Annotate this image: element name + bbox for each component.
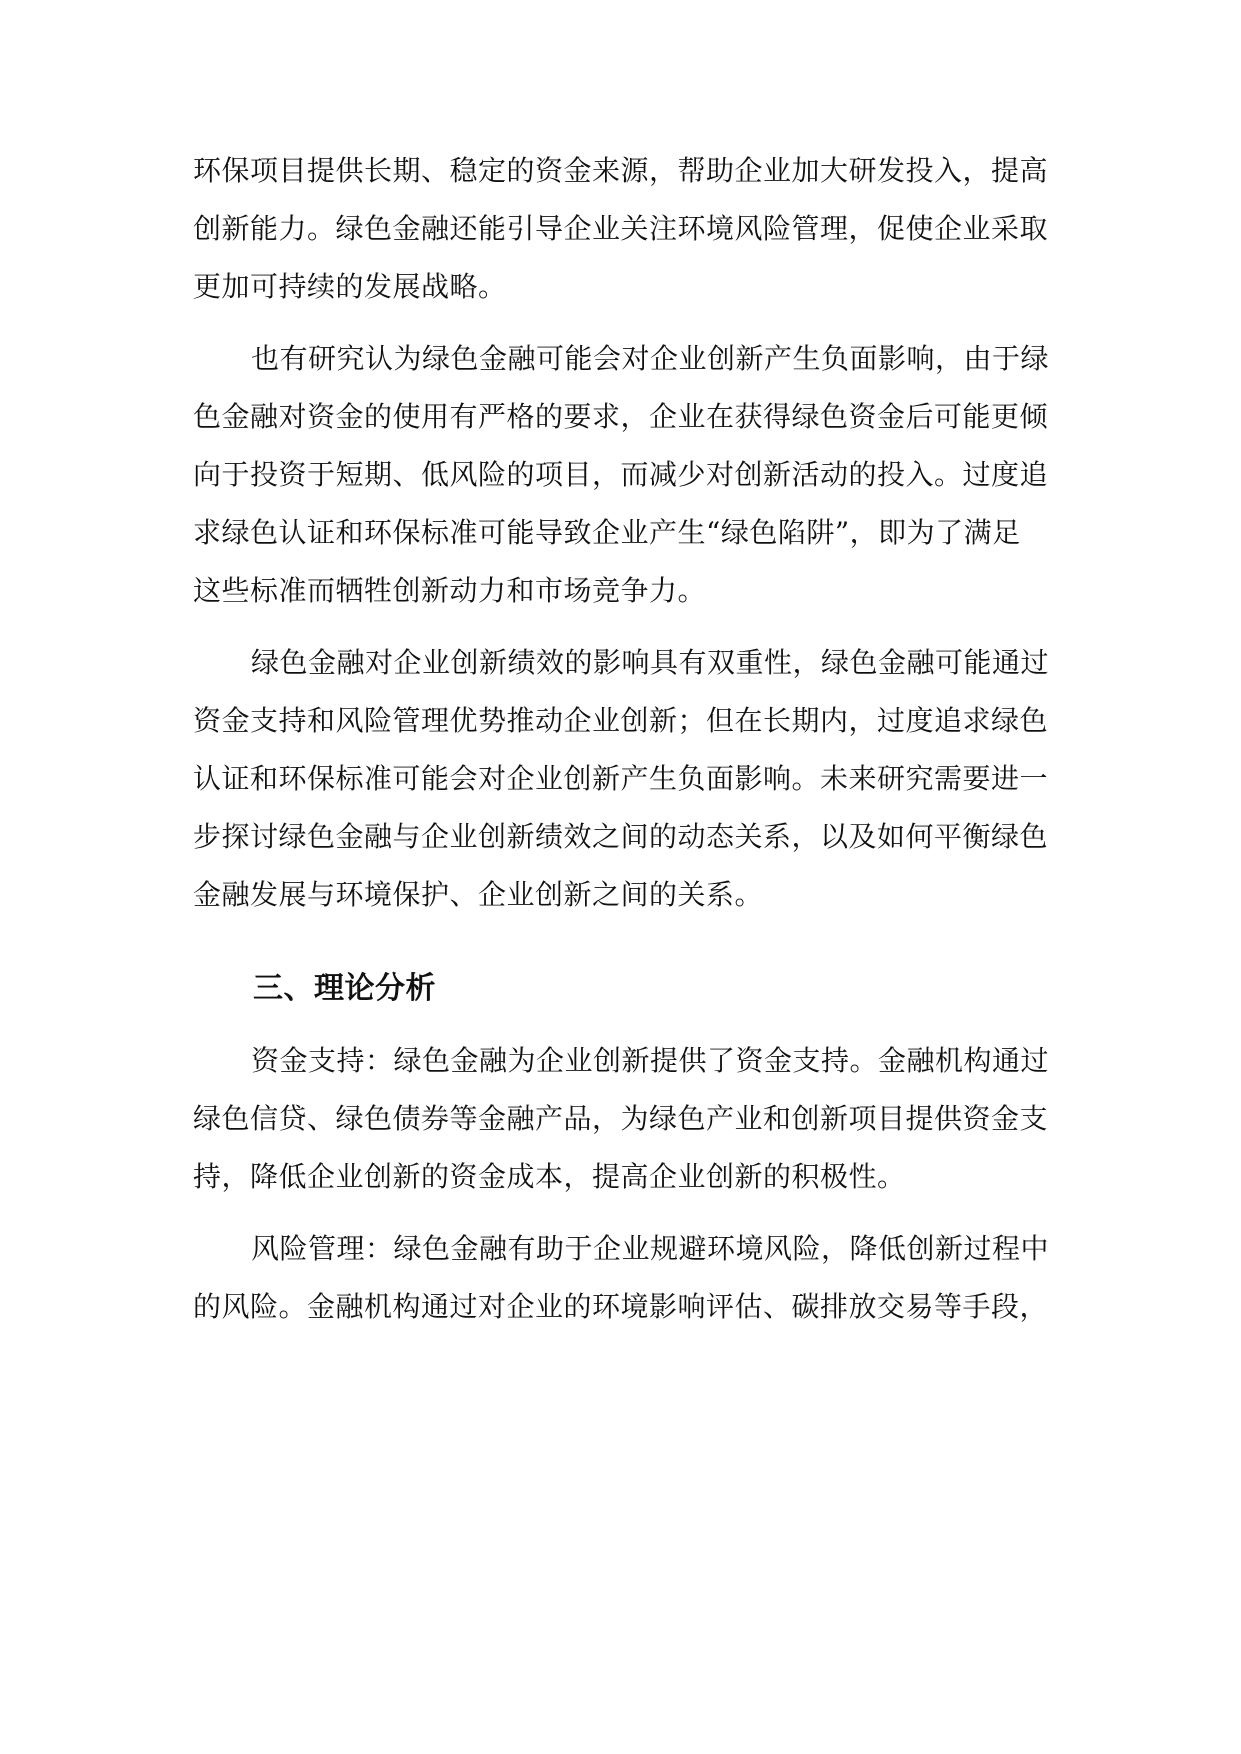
paragraph-line: 步探讨绿色金融与企业创新绩效之间的动态关系，以及如何平衡绿色 — [193, 820, 1049, 853]
paragraph-line: 风险管理：绿色金融有助于企业规避环境风险，降低创新过程中 — [251, 1232, 1050, 1265]
paragraph-line: 认证和环保标准可能会对企业创新产生负面影响。未来研究需要进一 — [193, 762, 1049, 795]
paragraph-line: 持，降低企业创新的资金成本，提高企业创新的积极性。 — [193, 1160, 906, 1193]
paragraph-capital-support — [193, 1032, 1053, 1206]
paragraph-line: 金融发展与环境保护、企业创新之间的关系。 — [193, 878, 764, 911]
section-heading: 三、理论分析 — [253, 971, 436, 1006]
paragraph-line: 绿色金融对企业创新绩效的影响具有双重性，绿色金融可能通过 — [251, 646, 1050, 679]
paragraph-line: 绿色信贷、绿色债券等金融产品，为绿色产业和创新项目提供资金支 — [193, 1102, 1049, 1135]
paragraph-line: 色金融对资金的使用有严格的要求，企业在获得绿色资金后可能更倾 — [193, 400, 1049, 433]
paragraph-risk-management — [193, 1220, 1053, 1336]
paragraph-line: 资金支持：绿色金融为企业创新提供了资金支持。金融机构通过 — [251, 1044, 1050, 1077]
paragraph-line: 这些标准而牺牲创新动力和市场竞争力。 — [193, 574, 707, 607]
paragraph-line: 更加可持续的发展战略。 — [193, 270, 507, 303]
paragraph-line: 环保项目提供长期、稳定的资金来源，帮助企业加大研发投入，提高 — [193, 154, 1049, 187]
paragraph-continuation — [193, 142, 1053, 316]
paragraph-line: 创新能力。绿色金融还能引导企业关注环境风险管理，促使企业采取 — [193, 212, 1049, 245]
paragraph-line: 资金支持和风险管理优势推动企业创新；但在长期内，过度追求绿色 — [193, 704, 1049, 737]
paragraph-dual-effect — [193, 634, 1053, 924]
document-body — [193, 142, 1053, 1350]
paragraph-negative-impact — [193, 330, 1053, 620]
paragraph-line: 也有研究认为绿色金融可能会对企业创新产生负面影响，由于绿 — [251, 342, 1050, 375]
paragraph-line: 向于投资于短期、低风险的项目，而减少对创新活动的投入。过度追 — [193, 458, 1049, 491]
paragraph-line: 的风险。金融机构通过对企业的环境影响评估、碳排放交易等手段， — [193, 1290, 1049, 1323]
paragraph-line: 求绿色认证和环保标准可能导致企业产生“绿色陷阱”，即为了满足 — [193, 516, 1021, 549]
